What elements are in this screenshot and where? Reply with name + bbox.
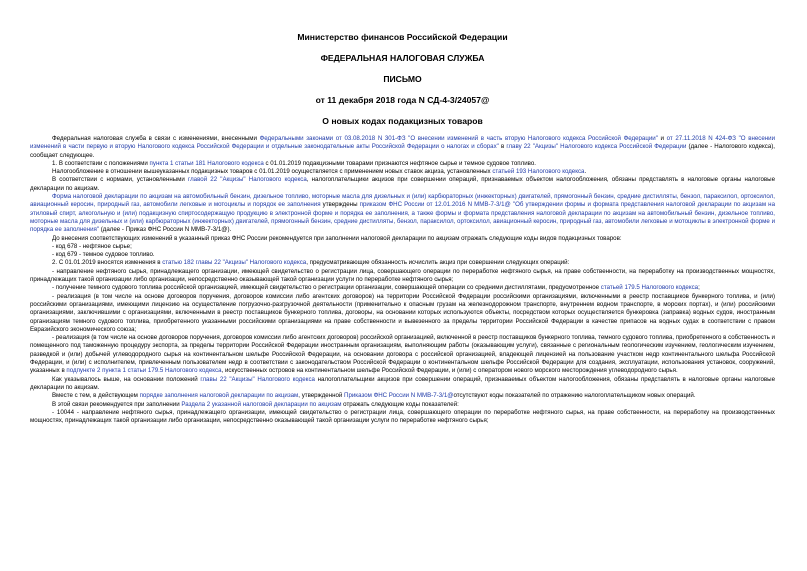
paragraph-text: , налогоплательщики акцизов при совершении операций, признаваемых объектом налогообложения, обязаны представлять в налоговые органы налоговые декларации по акцизам.	[30, 176, 775, 192]
paragraph-text: В этой связи рекомендуется при заполнении	[52, 400, 182, 408]
paragraph-text: - код 678 - нефтяное сырье;	[52, 242, 132, 250]
body-paragraph	[30, 251, 775, 259]
reference-link[interactable]: статью 182 главы 22 "Акцизы" Налогового кодекса	[162, 259, 307, 267]
paragraph-text: (далее - Налогового кодекса), сообщает следующее.	[30, 143, 775, 159]
date-number-heading: от 11 декабря 2018 года N СД-4-3/24057@	[315, 95, 490, 105]
reference-link[interactable]: главой 22 "Акцизы" Налогового кодекса	[187, 176, 307, 184]
paragraph-text: и	[657, 135, 667, 142]
body-paragraph	[30, 235, 775, 243]
body-paragraph	[30, 293, 775, 334]
paragraph-text: (далее - Приказ ФНС России N ММВ-7-3/1@).	[99, 226, 232, 234]
paragraph-text: До внесения соответствующих изменений в указанный приказ ФНС России рекомендуется при заполнении налоговой декларации по акцизам отражать следующие коды видов подакцизных товаров:	[52, 234, 622, 242]
body-paragraph	[30, 168, 775, 176]
reference-link[interactable]: Раздела 2 указанной налоговой декларации по акцизам	[181, 400, 342, 408]
paragraph-text: - код 679 - темное судовое топливо.	[52, 251, 155, 259]
body-paragraph	[30, 193, 775, 234]
paragraph-text: 1. В соответствии с положениями	[52, 159, 150, 167]
paragraph-text: отражать следующие коды показателей:	[341, 400, 459, 408]
reference-link[interactable]: порядке заполнения налоговой декларации по акцизам	[139, 392, 299, 400]
ministry-heading: Министерство финансов Российской Федерации	[297, 32, 508, 42]
reference-link[interactable]: подпункте 2 пункта 1 статьи 179.5 Налогового кодекса	[66, 367, 222, 375]
subject-heading: О новых кодах подакцизных товаров	[322, 116, 483, 126]
reference-link[interactable]: пункта 1 статьи 181 Налогового кодекса	[149, 159, 264, 167]
body-paragraph	[30, 334, 775, 375]
reference-link[interactable]: главы 22 "Акцизы" Налогового кодекса	[200, 375, 315, 383]
paragraph-text: Налогообложение в отношении вышеуказанных подакцизных товаров с 01.01.2019 осуществляется с применением новых ставок акциза, установленных	[52, 168, 493, 176]
reference-link[interactable]: статьей 193 Налогового кодекса	[492, 168, 585, 176]
paragraph-text: утверждены	[320, 201, 360, 209]
reference-link[interactable]: Федеральными законами от 03.08.2018 N 301-ФЗ "О внесении изменений в часть вторую Налогового кодекса Российской Федерации"	[259, 135, 658, 142]
paragraph-text: , искусственных островов на континентальном шельфе Российской Федерации, и (или) с оператором нового морского месторождения углеводородного сырья.	[221, 367, 678, 375]
paragraph-text: с 01.01.2019 подакцизными товарами признаются нефтяное сырье и темное судовое топливо.	[263, 159, 536, 167]
document-page	[30, 32, 775, 425]
body-paragraph	[30, 268, 775, 285]
paragraph-text: - реализация (в том числе на основе договоров поручения, договоров комиссии либо агентских договоров) на территории Российской Федерации российскими организациями, включенными в реестр поставщиков бункерного топлива, и (или) российскими организациями, имеющими лицензию на осуществление погрузочно-разгрузочной деятельности (применительно к опасным грузам на железнодорожном транспорте, внутреннем водном транспорте, в морских портах), и (или) российскими организациями, заключившими с организациями, включенными в реестр поставщиков бункерного топлива, договоры, на основании которых используются объекты, посредством которых осуществляется бункеровка (заправка) водных судов, иностранным организациям темного судового топлива, приобретенного указанными российскими организациями на праве собственности и вывезенного за пределы территории Российской Федерации в качестве припасов на водных судах в соответствии с правом Евразийского экономического союза;	[30, 292, 775, 333]
body-paragraph	[30, 284, 775, 292]
paragraph-text: , утвержденной	[298, 392, 345, 400]
reference-link[interactable]: Форма налоговой декларации по акцизам на автомобильный бензин, дизельное топливо, моторные масла для дизельных и (или) карбюраторных (инжекторных) двигателей, прямогонный бензин, средние дистилляты, бензол, параксилол, ортоксилол, авиационный керосин, природный газ, автомобили легковые и мотоциклы и порядок ее заполнения	[30, 193, 775, 209]
paragraph-text: Федеральная налоговая служба в связи с изменениями, внесенными	[52, 135, 260, 142]
paragraph-text: В соответствии с нормами, установленными	[52, 176, 188, 184]
body-paragraph	[30, 401, 775, 409]
reference-link[interactable]: приказом ФНС России от 12.01.2016 N ММВ-7-3/1@ "Об утверждении формы и формата представления налоговой декларации по акцизам на этиловый спирт, алкогольную и (или) подакцизную спиртосодержащую продукцию в электронной форме и порядка ее заполнения, а также формы и формата представления налоговой декларации по акцизам на автомобильный бензин, дизельное топливо, моторные масла для дизельных и (или) карбюраторных (инжекторных) двигателей, прямогонный бензин, средние дистилляты, бензол, параксилол, ортоксилол, авиационный керосин, природный газ, автомобили легковые и мотоциклы в электронной форме и порядка ее заполнения"	[30, 201, 775, 234]
body-paragraph	[30, 243, 775, 251]
reference-link[interactable]: от 27.11.2018 N 424-ФЗ "О внесении изменений в части первую и вторую Налогового кодекса Российской Федерации и отдельные законодательные акты Российской Федерации о налогах и сборах"	[30, 135, 776, 151]
body-paragraph	[30, 259, 775, 267]
paragraph-text: в	[498, 143, 507, 151]
paragraph-text: отсутствуют коды показателей по отражению налогоплательщиком новых операций.	[453, 392, 696, 400]
paragraph-text: - реализация (в том числе на основе договоров поручения, договоров комиссии либо агентских договоров) российской организацией, включенной в реестр поставщиков бункерного топлива, темного судового топлива, приобретенного в собственность и помещенного под таможенную процедуру экспорта, за пределы территории Российской Федерации иностранным организациям, выполняющим работы (оказывающим услуги), связанные с региональным геологическим изучением, геологическим изучением, разведкой и (или) добычей углеводородного сырья на континентальном шельфе Российской Федерации, на основании договора с российской организацией, владеющей лицензией на пользование участком недр континентального шельфа Российской Федерации, и (или) с исполнителем, привлеченным пользователем недр в соответствии с законодательством Российской Федерации о континентальном шельфе Российской Федерации для создания, эксплуатации, использования установок, сооружений, указанных в	[30, 334, 775, 375]
body-paragraph	[30, 135, 775, 160]
paragraph-text: Вместе с тем, в действующем	[52, 392, 140, 400]
reference-link[interactable]: статьей 179.5 Налогового кодекса	[600, 284, 699, 292]
paragraph-text: , предусматривающие обязанность исчислить акциз при совершении следующих операций:	[306, 259, 570, 267]
body-paragraph	[30, 376, 775, 393]
service-heading: ФЕДЕРАЛЬНАЯ НАЛОГОВАЯ СЛУЖБА	[320, 53, 485, 63]
document-type-heading: ПИСЬМО	[383, 74, 422, 84]
paragraph-text: налогоплательщики акцизов при совершении операций, признаваемых объектом налогообложения, обязаны представлять в налоговые органы налоговые декларации по акцизам.	[30, 375, 776, 391]
reference-link[interactable]: главу 22 "Акцизы" Налогового кодекса Российской Федерации	[506, 143, 687, 151]
paragraph-text: .	[584, 168, 587, 176]
letter-body	[30, 135, 775, 425]
body-paragraph	[30, 160, 775, 168]
paragraph-text: Как указывалось выше, на основании положений	[52, 375, 201, 383]
reference-link[interactable]: Приказом ФНС России N ММВ-7-3/1@	[344, 392, 454, 400]
body-paragraph	[30, 176, 775, 193]
paragraph-text: - 10044 - направление нефтяного сырья, принадлежащего организации, имеющей свидетельство о регистрации лица, совершающего операции по переработке нефтяного сырья, на праве собственности, на переработку на производственных мощностях, принадлежащих такой организации либо организации, непосредственно оказывающей такой организации услуги по переработке нефтяного сырья;	[30, 408, 775, 425]
body-paragraph	[30, 409, 775, 426]
paragraph-text: 2. С 01.01.2019 вносятся изменения в	[52, 259, 163, 267]
paragraph-text: ;	[698, 284, 700, 292]
paragraph-text: - получение темного судового топлива российской организацией, имеющей свидетельство о регистрации организации, совершающей операции со средними дистиллятами, предусмотренное	[52, 284, 601, 292]
body-paragraph	[30, 392, 775, 400]
paragraph-text: - направление нефтяного сырья, принадлежащего организации, имеющей свидетельство о регистрации лица, совершающего операции по переработке нефтяного сырья, на праве собственности, на переработку на производственных мощностях, принадлежащих такой организации либо организации, непосредственно оказывающей такой организации услуги по переработке нефтяного сырья;	[30, 267, 775, 284]
